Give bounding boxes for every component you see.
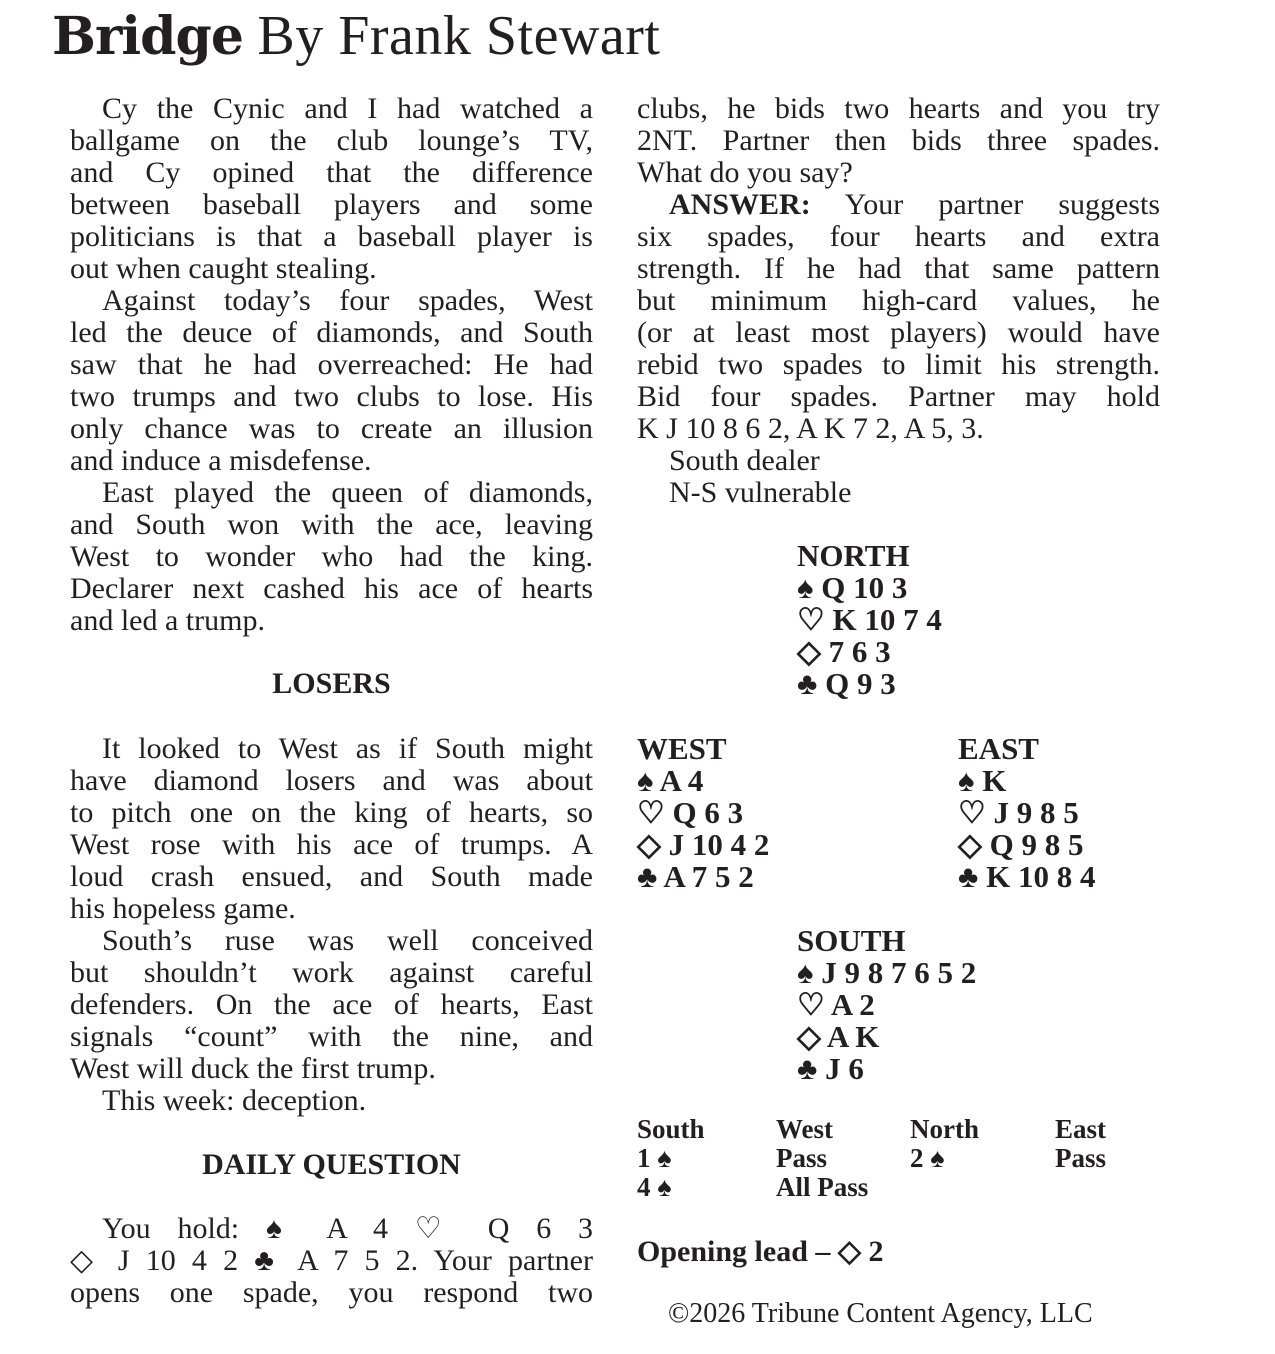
answer-text: Your partner suggests — [810, 188, 1160, 221]
text-line: but shouldn’t work against careful — [70, 956, 593, 989]
text-line: politicians is that a baseball player is — [70, 220, 593, 253]
right-column — [637, 93, 1160, 509]
text-line: Bid four spades. Partner may hold — [637, 380, 1160, 413]
text-line: and induce a misdefense. — [70, 444, 372, 477]
text-line: between baseball players and some — [70, 188, 593, 221]
suit-clubs: ♣ K 10 8 4 — [958, 859, 1096, 894]
text-line: but minimum high-card values, he — [637, 284, 1160, 317]
daily-question-text — [70, 1213, 593, 1309]
bidding-player: North — [910, 1114, 979, 1144]
text-line: two trumps and two clubs to lose. His — [70, 380, 593, 413]
suit-hearts: ♡ K 10 7 4 — [797, 602, 942, 637]
suit-hearts: ♡ A 2 — [797, 987, 875, 1022]
text-line: strength. If he had that same pattern — [637, 252, 1160, 285]
title-byline: By Frank Stewart — [242, 5, 661, 67]
bidding-player: South — [637, 1114, 705, 1144]
text-line: ◇ J 10 4 2 ♣ A 7 5 2. Your partner — [70, 1244, 593, 1277]
vulnerability: N-S vulnerable — [669, 476, 852, 509]
suit-spades: ♠ A 4 — [637, 763, 704, 798]
text-line: signals “count” with the nine, and — [70, 1020, 593, 1053]
text-line: saw that he had overreached: He had — [70, 348, 593, 381]
hand-north — [797, 540, 942, 700]
text-line: have diamond losers and was about — [70, 764, 593, 797]
text-line: West rose with his ace of trumps. A — [70, 828, 593, 861]
text-line: six spades, four hearts and extra — [637, 220, 1160, 253]
bid: All Pass — [776, 1172, 869, 1202]
text-line: to pitch one on the king of hearts, so — [70, 796, 593, 829]
text-line: defenders. On the ace of hearts, East — [70, 988, 593, 1021]
text-line: 2NT. Partner then bids three spades. — [637, 124, 1160, 157]
hand-label: WEST — [637, 731, 727, 766]
text-line: (or at least most players) would have — [637, 316, 1160, 349]
text-line: opens one spade, you respond two — [70, 1276, 593, 1309]
suit-diamonds: ◇ Q 9 8 5 — [958, 827, 1084, 862]
suit-clubs: ♣ J 6 — [797, 1051, 864, 1086]
text-line: K J 10 8 6 2, A K 7 2, A 5, 3. — [637, 412, 984, 445]
left-column-part-2 — [70, 733, 593, 1117]
suit-clubs: ♣ Q 9 3 — [797, 666, 896, 701]
hand-label: EAST — [958, 731, 1039, 766]
hand-label: NORTH — [797, 538, 910, 573]
bidding-column — [910, 1115, 979, 1173]
bid: 1 ♠ — [637, 1143, 672, 1173]
text-line: Cy the Cynic and I had watched a — [102, 92, 593, 125]
bidding-player: East — [1055, 1114, 1107, 1144]
text-line: It looked to West as if South might — [102, 732, 593, 765]
page-title — [52, 4, 660, 68]
text-line: ballgame on the club lounge’s TV, — [70, 124, 593, 157]
suit-diamonds: ◇ A K — [797, 1019, 880, 1054]
text-line: rebid two spades to limit his strength. — [637, 348, 1160, 381]
suit-diamonds: ◇ 7 6 3 — [797, 634, 891, 669]
bidding-column — [1055, 1115, 1106, 1173]
answer-label: ANSWER: — [669, 188, 811, 221]
bidding-column — [776, 1115, 868, 1202]
heading-daily-question: DAILY QUESTION — [202, 1148, 461, 1181]
text-line: South’s ruse was well conceived — [102, 924, 593, 957]
dealer: South dealer — [669, 444, 820, 477]
heading-losers: LOSERS — [272, 667, 391, 700]
title-bold: Bridge — [52, 6, 243, 67]
suit-hearts: ♡ Q 6 3 — [637, 795, 744, 830]
hand-south — [797, 925, 976, 1085]
text-line: You hold: ♠ A 4 ♡ Q 6 3 — [102, 1212, 593, 1245]
left-column-part-1 — [70, 93, 593, 637]
bidding-column — [637, 1115, 705, 1202]
bid: Pass — [776, 1143, 828, 1173]
text-line: West to wonder who had the king. — [70, 540, 593, 573]
text-line: only chance was to create an illusion — [70, 412, 593, 445]
answer-first-line — [637, 189, 1160, 221]
bid: 2 ♠ — [910, 1143, 945, 1173]
suit-spades: ♠ J 9 8 7 6 5 2 — [797, 955, 977, 990]
text-line: Against today’s four spades, West — [102, 284, 593, 317]
text-line: This week: deception. — [102, 1084, 367, 1117]
opening-lead: Opening lead – ◇ 2 — [637, 1235, 884, 1268]
text-line: and Cy opined that the difference — [70, 156, 593, 189]
text-line: clubs, he bids two hearts and you try — [637, 92, 1160, 125]
text-line: his hopeless game. — [70, 892, 296, 925]
text-line: loud crash ensued, and South made — [70, 860, 593, 893]
hand-west — [637, 733, 769, 893]
text-line: and led a trump. — [70, 604, 265, 637]
text-line: Declarer next cashed his ace of hearts — [70, 572, 593, 605]
copyright: ©2026 Tribune Content Agency, LLC — [668, 1298, 1093, 1329]
text-line: out when caught stealing. — [70, 252, 377, 285]
suit-spades: ♠ K — [958, 763, 1007, 798]
hand-east — [958, 733, 1095, 893]
bidding-player: West — [776, 1114, 833, 1144]
suit-spades: ♠ Q 10 3 — [797, 570, 908, 605]
hand-label: SOUTH — [797, 923, 906, 958]
text-line: led the deuce of diamonds, and South — [70, 316, 593, 349]
suit-hearts: ♡ J 9 8 5 — [958, 795, 1079, 830]
suit-clubs: ♣ A 7 5 2 — [637, 859, 754, 894]
bid: 4 ♠ — [637, 1172, 672, 1202]
text-line: and South won with the ace, leaving — [70, 508, 593, 541]
text-line: East played the queen of diamonds, — [102, 476, 593, 509]
text-line: What do you say? — [637, 156, 853, 189]
bid: Pass — [1055, 1143, 1107, 1173]
suit-diamonds: ◇ J 10 4 2 — [637, 827, 770, 862]
text-line: West will duck the first trump. — [70, 1052, 436, 1085]
